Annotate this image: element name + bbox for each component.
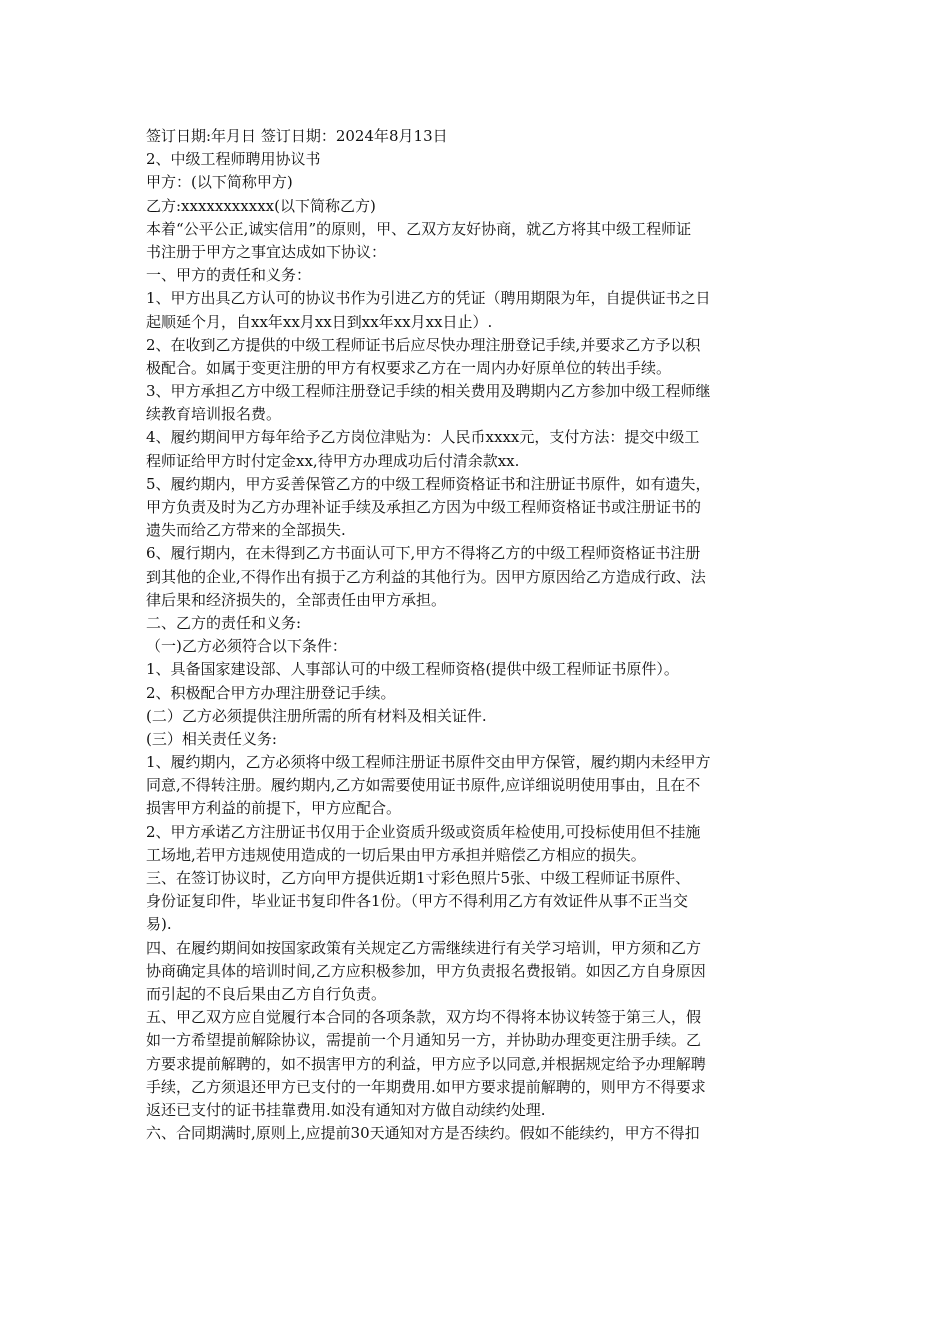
document-line: 方要求提前解聘的，如不损害甲方的利益，甲方应予以同意,并根据规定给予办理解聘 (146, 1054, 706, 1073)
document-line: （一)乙方必须符合以下条件： (146, 637, 347, 656)
document-line: 到其他的企业,不得作出有损于乙方利益的其他行为。因甲方原因给乙方造成行政、法 (146, 567, 706, 586)
document-line: 易). (146, 915, 172, 934)
document-line: 本着“公平公正,诚实信用”的原则，甲、乙双方友好协商，就乙方将其中级工程师证 (146, 219, 692, 238)
document-line: 三、在签订协议时，乙方向甲方提供近期1寸彩色照片5张、中级工程师证书原件、 (146, 869, 691, 887)
document-line: 6、履行期内，在未得到乙方书面认可下,甲方不得将乙方的中级工程师资格证书注册 (146, 544, 701, 563)
document-line: 甲方：(以下简称甲方) (146, 173, 293, 192)
document-line: 律后果和经济损失的，全部责任由甲方承担。 (146, 590, 447, 609)
document-line: 身份证复印件，毕业证书复印件各1份。（甲方不得利用乙方有效证件从事不正当交 (146, 892, 689, 911)
document-line: 协商确定具体的培训时间,乙方应积极参加，甲方负责报名费报销。如因乙方自身原因 (146, 961, 706, 980)
document-line: 1、具备国家建设部、人事部认可的中级工程师资格(提供中级工程师证书原件）。 (146, 660, 679, 679)
document-line: 四、在履约期间如按国家政策有关规定乙方需继续进行有关学习培训，甲方须和乙方 (146, 938, 702, 957)
document-line: 3、甲方承担乙方中级工程师注册登记手续的相关费用及聘期内乙方参加中级工程师继 (146, 382, 711, 401)
document-line: 续教育培训报名费。 (146, 405, 282, 424)
document-line: 如一方希望提前解除协议，需提前一个月通知另一方，并协助办理变更注册手续。乙 (146, 1031, 702, 1050)
document-line: 2、中级工程师聘用协议书 (146, 150, 321, 169)
document-line: 甲方负责及时为乙方办理补证手续及承担乙方因为中级工程师资格证书或注册证书的 (146, 498, 702, 516)
document-line: 同意,不得转注册。履约期内,乙方如需要使用证书原件,应详细说明使用事由，且在不 (146, 776, 701, 795)
document-body (146, 125, 806, 1145)
document-line: 签订日期:年月日 签订日期：2024年8月13日 (146, 127, 448, 145)
document-line: 起顺延个月，自xx年xx月xx日到xx年xx月xx日止）. (146, 312, 493, 331)
document-line: 一、甲方的责任和义务： (146, 266, 312, 285)
document-line: 1、甲方出具乙方认可的协议书作为引进乙方的凭证（聘用期限为年，自提供证书之日 (146, 289, 711, 308)
document-line: 损害甲方利益的前提下，甲方应配合。 (146, 799, 402, 818)
document-line: 返还已支付的证书挂靠费用.如没有通知对方做自动续约处理. (146, 1100, 546, 1119)
document-line: 工场地,若甲方违规使用造成的一切后果由甲方承担并赔偿乙方相应的损失。 (146, 845, 646, 864)
document-line: 1、履约期内，乙方必须将中级工程师注册证书原件交由甲方保管，履约期内未经甲方 (146, 753, 711, 772)
document-line: (三）相关责任义务: (146, 729, 277, 748)
document-line: 书注册于甲方之事宜达成如下协议： (146, 242, 387, 261)
document-line: 手续，乙方须退还甲方已支付的一年期费用.如甲方要求提前解聘的，则甲方不得要求 (146, 1077, 706, 1096)
document-line: 2、积极配合甲方办理注册登记手续。 (146, 683, 396, 702)
document-line: 2、甲方承诺乙方注册证书仅用于企业资质升级或资质年检使用,可投标使用但不挂施 (146, 822, 701, 841)
document-line: (二）乙方必须提供注册所需的所有材料及相关证件. (146, 706, 487, 725)
document-line: 遗失而给乙方带来的全部损失. (146, 521, 346, 540)
document-line: 程师证给甲方时付定金xx,待甲方办理成功后付清余款xx. (146, 451, 520, 470)
document-line: 而引起的不良后果由乙方自行负责。 (146, 984, 387, 1003)
document-line: 5、履约期内，甲方妥善保管乙方的中级工程师资格证书和注册证书原件，如有遗失， (146, 474, 711, 493)
document-line: 2、在收到乙方提供的中级工程师证书后应尽快办理注册登记手续,并要求乙方予以积 (146, 335, 701, 354)
document-line: 极配合。如属于变更注册的甲方有权要求乙方在一周内办好原单位的转出手续。 (146, 358, 672, 377)
document-line: 六、合同期满时,原则上,应提前30天通知对方是否续约。假如不能续约，甲方不得扣 (146, 1124, 700, 1143)
document-line: 乙方:xxxxxxxxxxx(以下简称乙方) (146, 196, 376, 215)
document-line: 二、乙方的责任和义务: (146, 613, 302, 632)
document-line: 五、甲乙双方应自觉履行本合同的各项条款，双方均不得将本协议转签于第三人，假 (146, 1008, 702, 1027)
document-line: 4、履约期间甲方每年给予乙方岗位津贴为：人民币xxxx元，支付方法：提交中级工 (146, 428, 700, 447)
